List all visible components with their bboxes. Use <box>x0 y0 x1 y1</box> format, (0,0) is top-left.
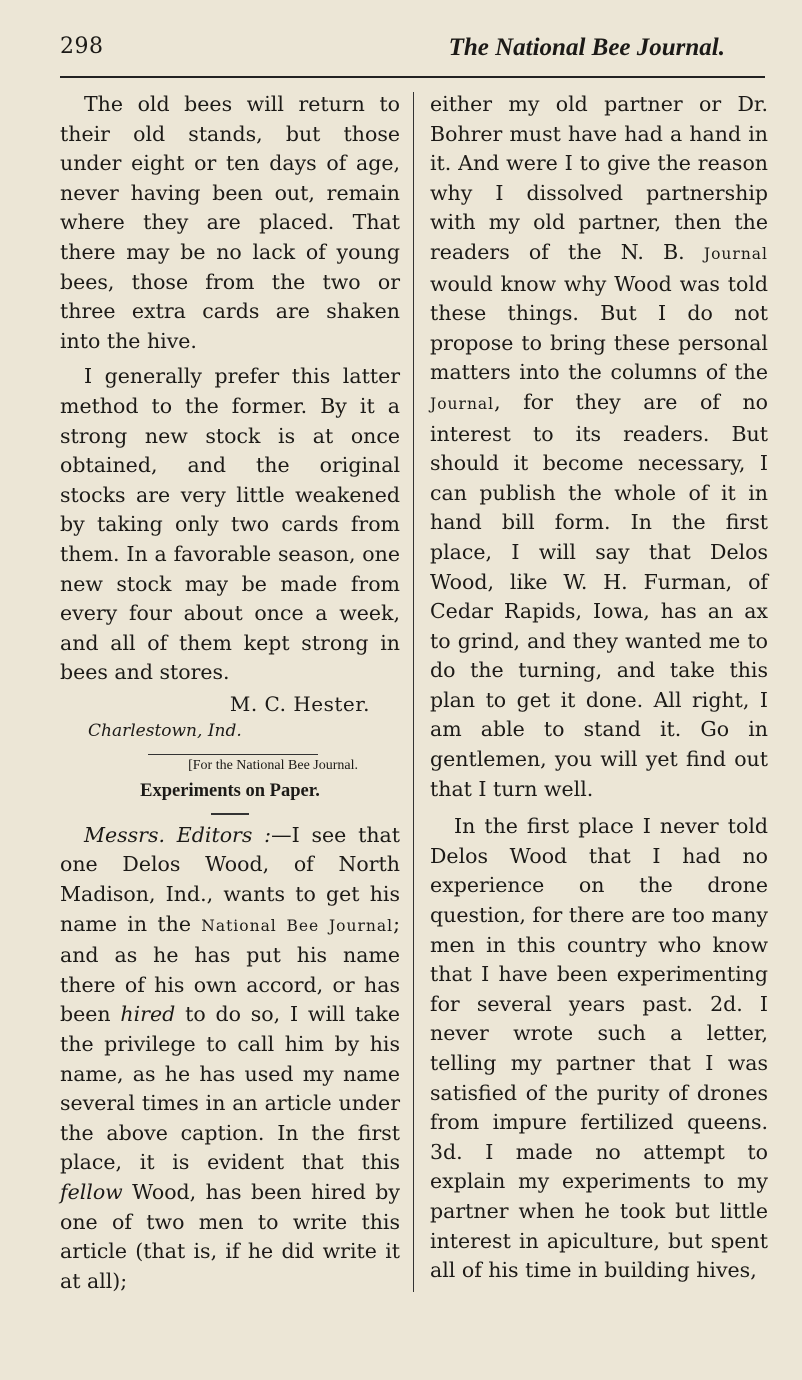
salutation: Messrs. Editors : <box>84 822 272 847</box>
text-run: , for they are of no interest to its readers. But should it become necessary, I can publish the whole of it in hand bill form. In the first place, I will say that Delos Wood, like W. H. Furman, of Cedar Rapids, Iowa, has an ax to grind, and they wanted me to do the turning, and take this plan to get it done. All right, I am able to stand it. Go in gentlemen, you will yet find out that I turn well. <box>430 389 768 801</box>
author-signature: M. C. Hester. <box>229 691 370 716</box>
running-title: The National Bee Journal. <box>448 34 725 61</box>
paragraph: I generally prefer this latter method to the former. By it a strong new stock is at once obtained, and the original stocks are very little weakened by taking only two cards from them. In a favorable season, one new stock may be made from every four about once a week, and all of them kept strong in bees and stores. <box>60 364 400 685</box>
text-run: either my old partner or Dr. Bohrer must have had a hand in it. And were I to give the reason why I dissolved partnership with my old partner, then the readers of the N. B. <box>430 92 768 264</box>
text-run: to do so, I will take the privilege to call him by his name, as he has used my name several times in an article under the above caption. In the first place, it is evident that this <box>60 1002 400 1175</box>
title-rule <box>211 813 249 815</box>
text-run: Wood, has been hired by one of two men to write this article (that is, if he did write it at all); <box>60 1180 400 1293</box>
paragraph <box>430 90 768 804</box>
paragraph <box>60 821 400 1297</box>
journal-abbrev: Journal <box>703 244 768 263</box>
page-header <box>60 34 765 74</box>
article-title: Experiments on Paper. <box>140 780 320 801</box>
paragraph: In the first place I never told Delos Wood that I had no experience on the drone question, for there are too many men in this country who know that I have been experimenting for several years past. 2d. I never wrote such a letter, telling my partner that I was satisfied of the purity of drones from impure fertilized queens. 3d. I made no attempt to explain my experiments to my partner when he took but little interest in apiculture, but spent all of his time in building hives, <box>430 814 768 1283</box>
italic-word: fellow <box>60 1180 123 1204</box>
source-note: [For the National Bee Journal. <box>188 757 358 773</box>
author-place: Charlestown, Ind. <box>88 720 242 741</box>
journal-name: National Bee Journal <box>201 916 394 935</box>
left-column <box>60 90 400 1296</box>
text-run: ; and as he has put his name there of his own accord, or has been <box>60 911 400 1027</box>
column-divider <box>413 92 414 1292</box>
page-number: 298 <box>60 34 104 59</box>
journal-word: Journal <box>430 394 495 413</box>
paragraph: The old bees will return to their old stands, but those under eight or ten days of age, never having been out, remain where they are placed. That there may be no lack of young bees, those from the two or three extra cards are shaken into the hive. <box>60 92 400 353</box>
italic-word: hired <box>120 1002 176 1027</box>
text-run: —I see that one Delos Wood, of North Madison, Ind., wants to get his name in the <box>60 822 400 936</box>
right-column <box>430 90 768 1286</box>
text-run: would know why Wood was told these things. But I do not propose to bring these personal matters into the columns of the <box>430 271 768 385</box>
header-rule <box>60 76 765 78</box>
